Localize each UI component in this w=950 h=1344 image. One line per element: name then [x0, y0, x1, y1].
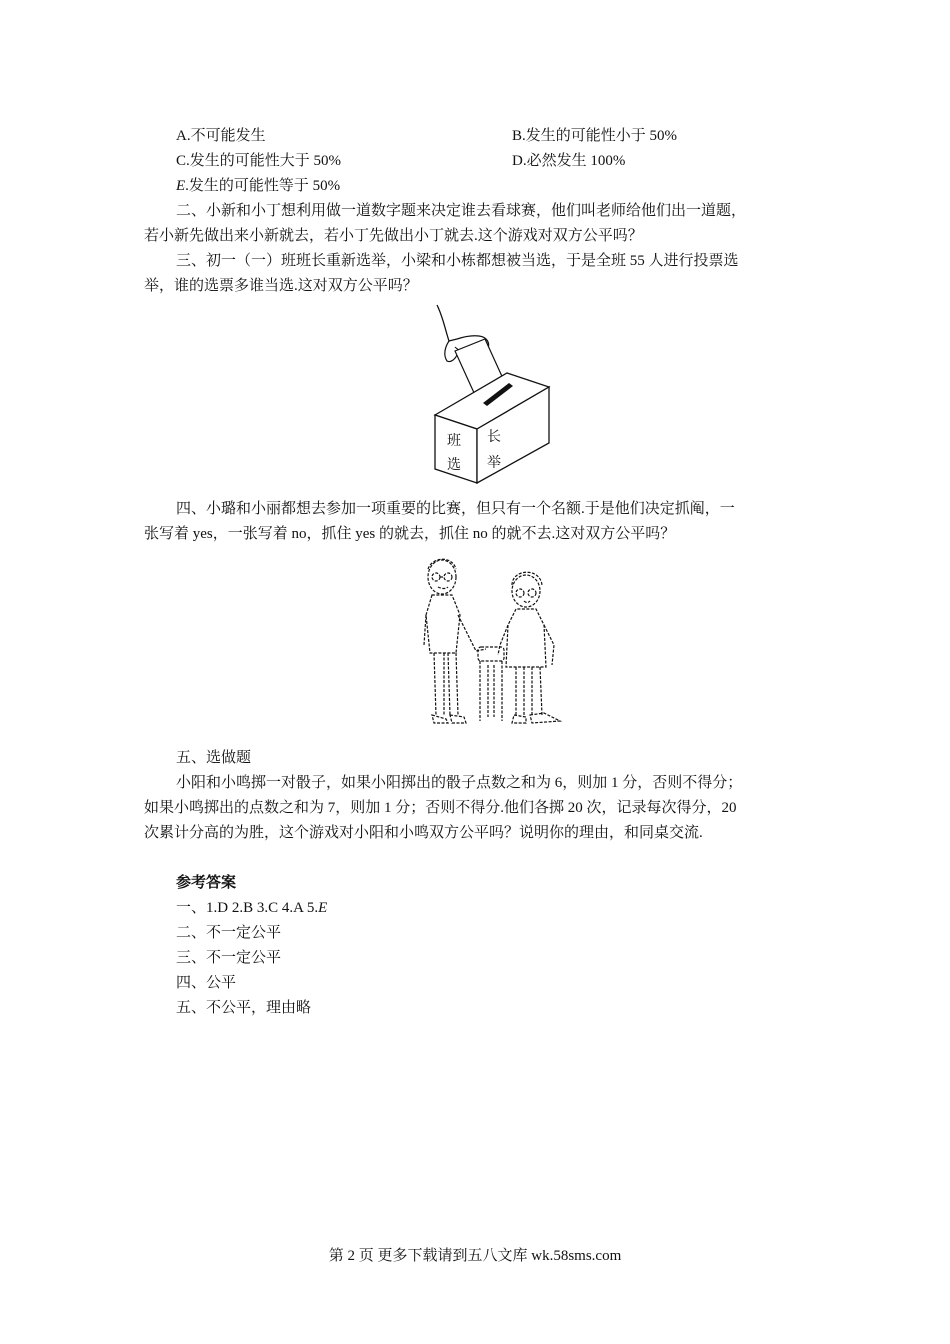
answer-4: 四、公平 — [176, 975, 237, 991]
option-e-letter: E — [176, 178, 186, 194]
ballot-box-drawing — [425, 303, 560, 488]
answer-3: 三、不一定公平 — [176, 950, 282, 966]
question-3-line1: 三、初一（一）班班长重新选举，小梁和小栋都想被当选，于是全班 55 人进行投票选 — [176, 253, 739, 269]
answers-title: 参考答案 — [176, 875, 237, 891]
answer-2: 二、不一定公平 — [176, 925, 282, 941]
question-2-line1: 二、小新和小丁想利用做一道数字题来决定谁去看球赛，他们叫老师给他们出一道题， — [176, 203, 747, 219]
question-5-line3: 次累计分高的为胜，这个游戏对小阳和小鸣双方公平吗？说明你的理由，和同桌交流. — [144, 825, 703, 841]
option-e-text: .发生的可能性等于 50% — [185, 178, 341, 194]
ballot-char-4: 举 — [487, 455, 501, 471]
question-2-line2: 若小新先做出来小新就去，若小丁先做出小丁就去.这个游戏对双方公平吗？ — [144, 228, 643, 244]
drawing-lots-illustration — [420, 555, 565, 727]
answer-1-letter: E — [318, 900, 328, 916]
page-footer: 第 2 页 更多下载请到五八文库 wk.58sms.com — [328, 1248, 622, 1264]
ballot-box-illustration — [425, 303, 560, 488]
question-3-line2: 举，谁的选票多谁当选.这对双方公平吗？ — [144, 278, 418, 294]
option-c: C.发生的可能性大于 50% — [176, 153, 342, 169]
ballot-char-2: 长 — [487, 429, 501, 445]
ballot-char-3: 选 — [447, 457, 461, 473]
option-b: B.发生的可能性小于 50% — [512, 128, 678, 144]
option-e — [176, 175, 340, 197]
option-a: A.不可能发生 — [176, 128, 266, 144]
question-5-line1: 小阳和小鸣掷一对骰子，如果小阳掷出的骰子点数之和为 6，则加 1 分，否则不得分； — [176, 775, 743, 791]
kids-drawing — [420, 555, 565, 727]
option-d: D.必然发生 100% — [512, 153, 626, 169]
question-5-line2: 如果小鸣掷出的点数之和为 7，则加 1 分；否则不得分.他们各掷 20 次，记录每次得分，20 — [144, 800, 737, 816]
answer-1 — [176, 897, 327, 919]
answer-5: 五、不公平，理由略 — [176, 1000, 312, 1016]
question-4-line2: 张写着 yes，一张写着 no，抓住 yes 的就去，抓住 no 的就不去.这对双方公平吗？ — [144, 526, 676, 542]
answer-1-text: 一、1.D 2.B 3.C 4.A 5. — [176, 900, 319, 916]
question-5-title: 五、选做题 — [176, 750, 252, 766]
ballot-char-1: 班 — [447, 433, 461, 449]
question-4-line1: 四、小璐和小丽都想去参加一项重要的比赛，但只有一个名额.于是他们决定抓阄，一 — [176, 501, 735, 517]
